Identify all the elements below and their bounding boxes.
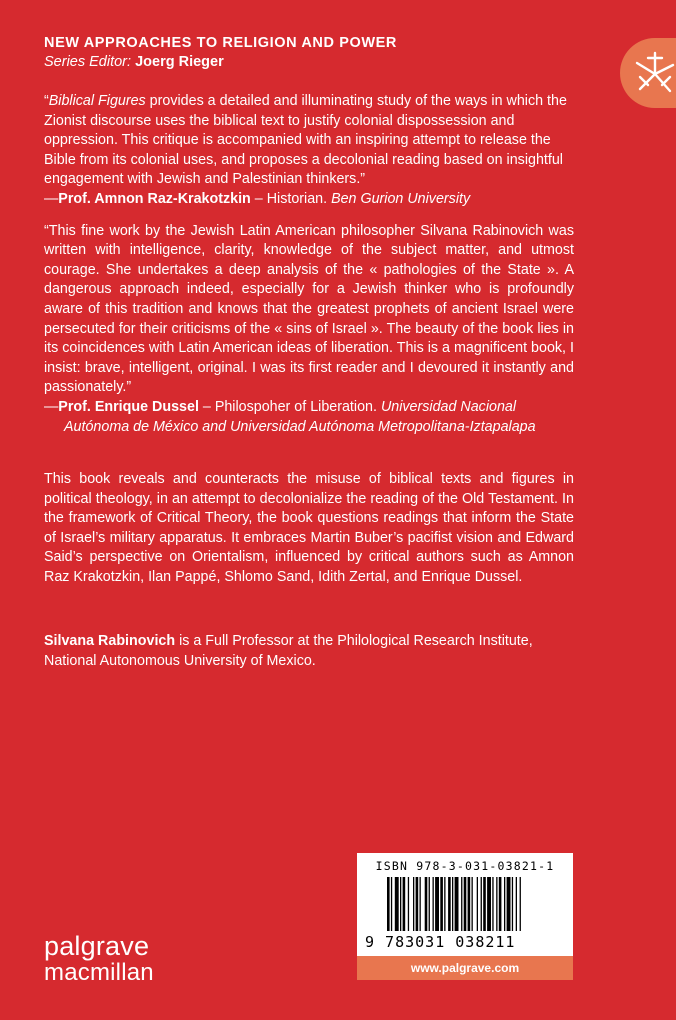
- barcode-bar: [391, 877, 392, 931]
- series-editor: [44, 52, 564, 72]
- barcode-bar: [512, 877, 513, 931]
- barcode-bar: [403, 877, 406, 931]
- quote2-role: – Philospoher of Liberation.: [198, 398, 381, 415]
- barcode-digits: 9 783031 038211: [365, 933, 516, 951]
- author-name: Silvana Rabinovich: [44, 633, 176, 649]
- endorsement-2-attribution: [44, 398, 574, 437]
- logo-line-1: palgrave: [44, 931, 150, 961]
- quote1-institution: Ben Gurion University: [331, 190, 471, 207]
- barcode-bar: [408, 877, 409, 931]
- barcode-bar: [395, 877, 399, 931]
- barcode-bar: [455, 877, 459, 931]
- barcode-bar: [433, 877, 434, 931]
- barcode-bar: [483, 877, 486, 931]
- barcode-bar: [440, 877, 443, 931]
- barcode-bar: [416, 877, 419, 931]
- barcode-bar: [413, 877, 414, 931]
- palgrave-emblem: [620, 38, 676, 108]
- barcode-bar: [487, 877, 491, 931]
- quote1-name: Prof. Amnon Raz-Krakotzkin: [58, 190, 251, 207]
- endorsement-2: “This fine work by the Jewish Latin American philosopher Silvana Rabinovich was written with intelligence, clarity, knowledge of the subject matter, and utmost courage. She undertakes a deep analysis of the « pathologies of the State ». A dangerous approach indeed, especially for a Jewish thinker who is profoundly aware of this tradition and knows that the greatest prophets of ancient Israel were persecuted for their criticisms of the « sins of Israel ». The beauty of the book lies in its coincidences with Latin American ideas of liberation. This is a magnificent book, I insist: brave, intelligent, original. I was its first reader and I devoured it instantly and passionately.”: [44, 222, 574, 396]
- barcode-bar: [429, 877, 430, 931]
- book-description: This book reveals and counteracts the misuse of biblical texts and figures in political theology, in an attempt to decolonialize the reading of the Old Testament. In the framework of Critical Theory, the book questions readings that inform the State of Israel’s military apparatus. It embraces Martin Buber’s pacifist vision and Edward Said’s perspective on Orientalism, influenced by critical authors such as Amnon Raz Krakotzkin, Ilan Pappé, Shlomo Sand, Idith Zertal, and Enrique Dussel.: [44, 471, 574, 585]
- series-editor-label: Series Editor:: [44, 54, 132, 70]
- quote1-dash: —: [44, 190, 59, 207]
- logo-line-2: macmillan: [44, 959, 154, 986]
- endorsement-1: [44, 92, 574, 190]
- barcode-bar: [507, 877, 511, 931]
- endorsement-1-attribution: [44, 190, 574, 210]
- quote2-institution: Universidad Nacional Autónoma de México and Universidad Autónoma Metropolitana-Iztapalapa: [64, 398, 536, 435]
- barcode-bar: [499, 877, 502, 931]
- barcode-bar: [448, 877, 451, 931]
- quote2-dash: —: [44, 398, 59, 415]
- barcode-bar: [435, 877, 439, 931]
- palgrave-emblem-icon: [628, 47, 676, 101]
- barcode-bar: [496, 877, 497, 931]
- barcode-bar: [464, 877, 467, 931]
- barcode-bar: [504, 877, 505, 931]
- quote2-name: Prof. Enrique Dussel: [58, 398, 199, 415]
- barcode-bar: [477, 877, 478, 931]
- barcode-bar: [387, 877, 390, 931]
- author-bio: [44, 632, 574, 671]
- isbn-barcode: [357, 853, 573, 956]
- barcode-bar: [516, 877, 517, 931]
- series-block: [44, 34, 564, 72]
- barcode-bar: [492, 877, 493, 931]
- endorsements: [44, 92, 574, 437]
- author-bio-text: is a Full Professor at the Philological Research Institute, National Autonomous University of Mexico.: [44, 633, 533, 669]
- barcode-bar: [468, 877, 471, 931]
- barcode-bar: [420, 877, 421, 931]
- publisher-url: www.palgrave.com: [357, 956, 573, 980]
- barcode-bar: [472, 877, 473, 931]
- quote1-role: – Historian.: [250, 190, 332, 207]
- barcode-bar: [444, 877, 445, 931]
- barcode-bars: [387, 877, 567, 935]
- barcode-bar: [461, 877, 462, 931]
- barcode-bar: [400, 877, 401, 931]
- barcode-bar: [452, 877, 453, 931]
- series-editor-name: Joerg Rieger: [135, 54, 224, 70]
- barcode-bar: [425, 877, 428, 931]
- quote1-text: provides a detailed and illuminating study of the ways in which the Zionist discourse uses the biblical text to justify colonial dispossession and oppression. This critique is accompanied with an inspiring attempt to release the Bible from its colonial uses, and proposes a decolonial reading based on insightful engagement with Jewish and Palestinian thinkers.”: [44, 93, 567, 188]
- quote1-open: “: [44, 93, 49, 109]
- isbn-text: ISBN 978-3-031-03821-1: [375, 859, 555, 873]
- barcode-bar: [520, 877, 521, 931]
- palgrave-macmillan-logo: [44, 932, 154, 986]
- quote1-book-title: Biblical Figures: [48, 93, 146, 109]
- series-title: NEW APPROACHES TO RELIGION AND POWER: [44, 35, 397, 51]
- barcode-bar: [481, 877, 482, 931]
